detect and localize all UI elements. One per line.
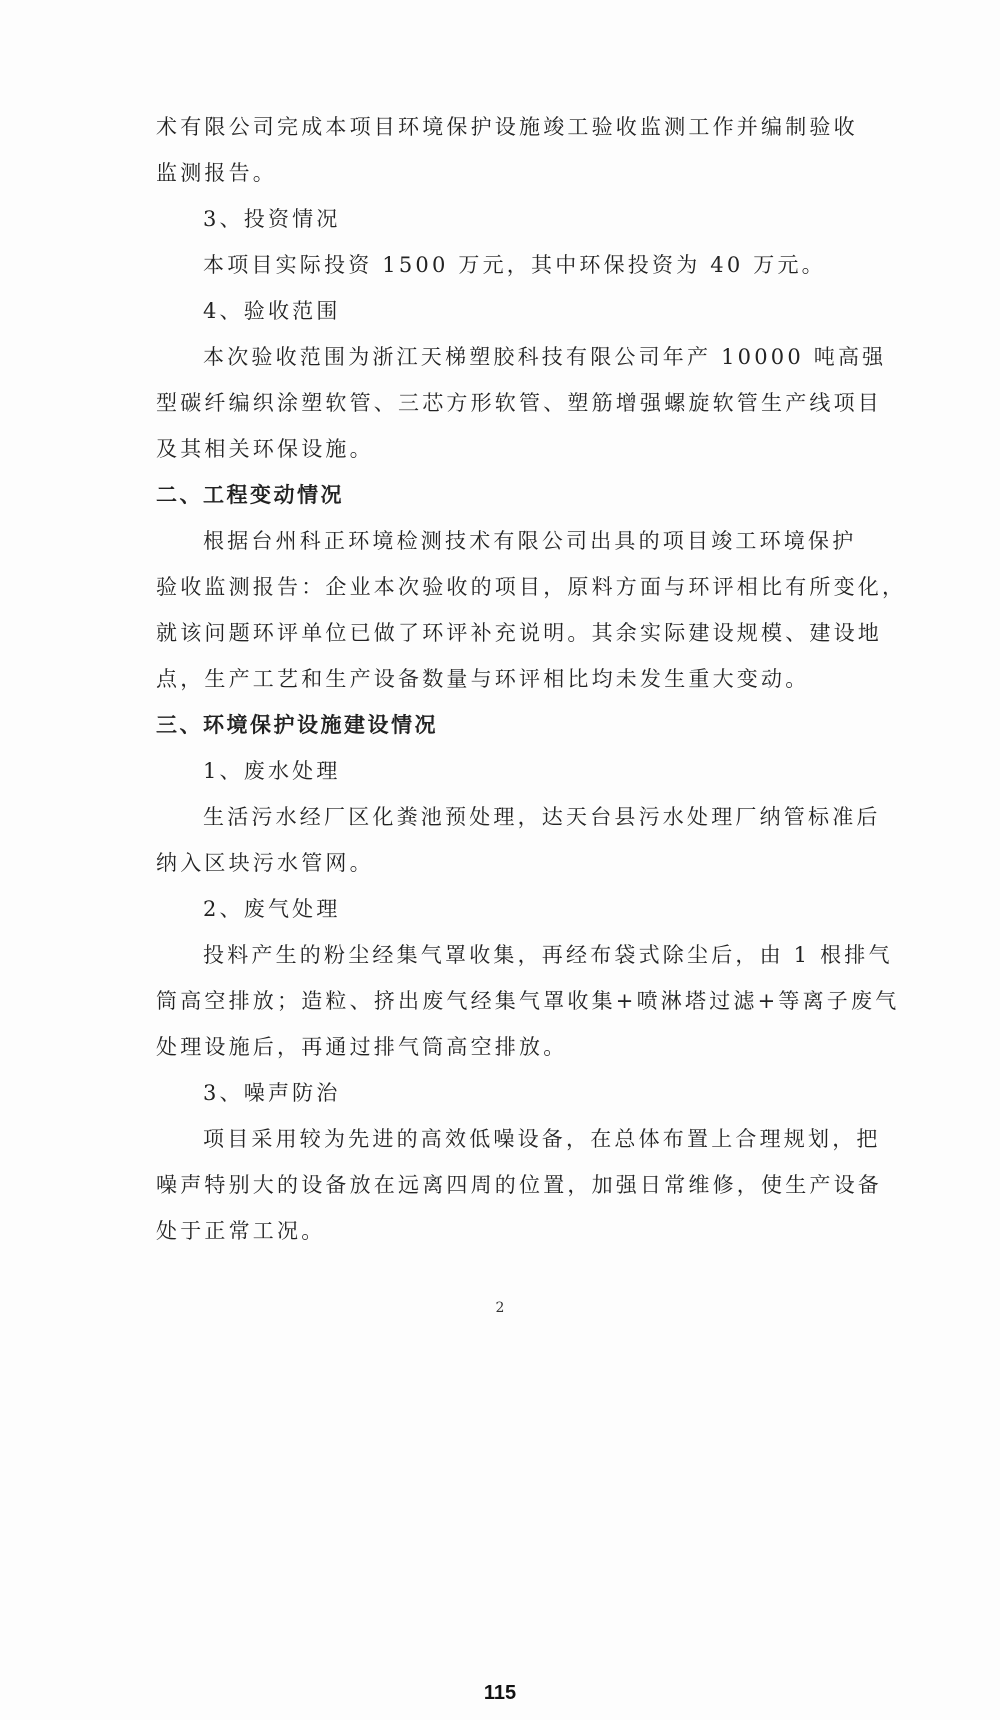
section-heading-changes: 二、工程变动情况 [156, 483, 344, 507]
subheading-waste-gas: 2、废气处理 [203, 897, 341, 921]
paragraph-line: 根据台州科正环境检测技术有限公司出具的项目竣工环境保护 [203, 529, 857, 553]
subheading-investment: 3、投资情况 [203, 207, 341, 231]
paragraph-line: 型碳纤编织涂塑软管、三芯方形软管、塑筋增强螺旋软管生产线项目 [156, 391, 882, 415]
subheading-noise: 3、噪声防治 [203, 1081, 341, 1105]
section-heading-facilities: 三、环境保护设施建设情况 [156, 713, 438, 737]
paragraph-line: 验收监测报告：企业本次验收的项目，原料方面与环评相比有所变化， [156, 575, 907, 599]
paragraph-line: 处于正常工况。 [156, 1219, 326, 1243]
paragraph-line: 术有限公司完成本项目环境保护设施竣工验收监测工作并编制验收 [156, 115, 858, 139]
paragraph-line: 生活污水经厂区化粪池预处理，达天台县污水处理厂纳管标准后 [203, 805, 881, 829]
paragraph-line: 项目采用较为先进的高效低噪设备，在总体布置上合理规划，把 [203, 1127, 881, 1151]
subheading-scope: 4、验收范围 [203, 299, 341, 323]
paragraph-line: 投料产生的粉尘经集气罩收集，再经布袋式除尘后，由 1 根排气 [203, 943, 893, 967]
paragraph-line: 及其相关环保设施。 [156, 437, 374, 461]
inner-page-number: 2 [495, 1300, 505, 1316]
document-body [156, 104, 907, 1254]
paragraph-line: 噪声特别大的设备放在远离四周的位置，加强日常维修，使生产设备 [156, 1173, 882, 1197]
paragraph-line: 筒高空排放；造粒、挤出废气经集气罩收集+喷淋塔过滤+等离子废气 [156, 989, 900, 1013]
paragraph-line: 监测报告。 [156, 161, 277, 185]
paragraph-line: 纳入区块污水管网。 [156, 851, 374, 875]
paragraph-line: 点，生产工艺和生产设备数量与环评相比均未发生重大变动。 [156, 667, 810, 691]
paragraph-line: 本次验收范围为浙江天梯塑胶科技有限公司年产 10000 吨高强 [203, 345, 887, 369]
paragraph-line: 本项目实际投资 1500 万元，其中环保投资为 40 万元。 [203, 253, 826, 277]
subheading-wastewater: 1、废水处理 [203, 759, 341, 783]
paragraph-line: 处理设施后，再通过排气筒高空排放。 [156, 1035, 568, 1059]
paragraph-line: 就该问题环评单位已做了环评补充说明。其余实际建设规模、建设地 [156, 621, 882, 645]
outer-page-number: 115 [483, 1682, 517, 1704]
